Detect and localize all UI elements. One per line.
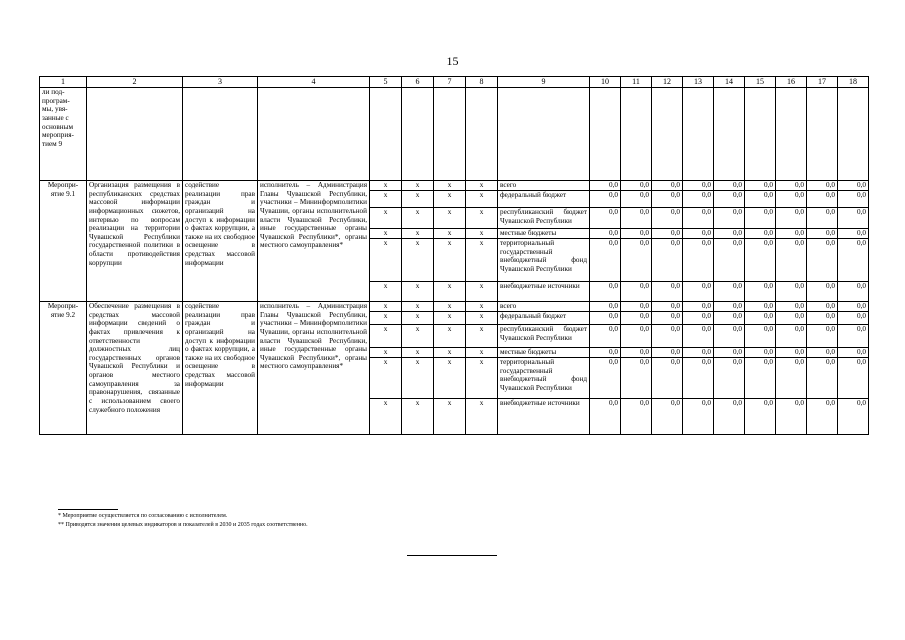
measure-name: Меропри- ятие 9.2 — [40, 302, 87, 435]
code-cell: х — [402, 229, 434, 239]
code-cell: х — [370, 282, 402, 302]
header-cell: 14 — [714, 77, 745, 88]
value-cell: 0,0 — [776, 325, 807, 348]
code-cell: х — [434, 358, 466, 399]
value-cell: 0,0 — [807, 302, 838, 312]
code-cell: х — [466, 325, 498, 348]
value-cell: 0,0 — [683, 282, 714, 302]
code-cell: х — [370, 399, 402, 435]
code-cell: х — [402, 312, 434, 325]
value-cell: 0,0 — [745, 358, 776, 399]
header-cell: 15 — [745, 77, 776, 88]
value-cell: 0,0 — [714, 312, 745, 325]
funding-source: республиканский бюджет Чувашской Республики — [498, 325, 590, 348]
code-cell: х — [466, 358, 498, 399]
value-cell: 0,0 — [714, 239, 745, 282]
value-cell: 0,0 — [838, 348, 869, 358]
bottom-separator — [407, 555, 497, 556]
program-table — [39, 76, 869, 435]
code-cell: х — [370, 312, 402, 325]
code-cell: х — [370, 229, 402, 239]
code-cell: х — [434, 181, 466, 191]
value-cell: 0,0 — [807, 312, 838, 325]
header-cell: 16 — [776, 77, 807, 88]
value-cell: 0,0 — [590, 302, 621, 312]
table-row — [40, 302, 869, 312]
value-cell: 0,0 — [776, 191, 807, 208]
value-cell: 0,0 — [621, 358, 652, 399]
value-cell: 0,0 — [745, 282, 776, 302]
value-cell: 0,0 — [838, 181, 869, 191]
value-cell: 0,0 — [621, 208, 652, 229]
footnote-1: * Мероприятие осуществляется по согласованию с исполнителем. — [58, 513, 228, 519]
code-cell: х — [434, 348, 466, 358]
code-cell: х — [402, 191, 434, 208]
value-cell: 0,0 — [714, 302, 745, 312]
value-cell: 0,0 — [621, 282, 652, 302]
code-cell: х — [402, 302, 434, 312]
value-cell: 0,0 — [621, 229, 652, 239]
value-cell: 0,0 — [683, 208, 714, 229]
footnote-2: ** Приводятся значения целевых индикаторов и показателей в 2030 и 2035 годах соответственно. — [58, 521, 308, 528]
value-cell: 0,0 — [621, 312, 652, 325]
value-cell: 0,0 — [776, 229, 807, 239]
value-cell: 0,0 — [714, 399, 745, 435]
value-cell: 0,0 — [621, 181, 652, 191]
funding-source: территориальный государственный внебюджетный фонд Чувашской Республики — [498, 239, 590, 282]
code-cell: х — [466, 302, 498, 312]
value-cell: 0,0 — [683, 348, 714, 358]
value-cell: 0,0 — [590, 399, 621, 435]
code-cell: х — [402, 325, 434, 348]
code-cell: х — [434, 312, 466, 325]
header-cell: 6 — [402, 77, 434, 88]
measure-executor: исполнитель – Администрация Главы Чувашской Республики, участники – Мининформполитики Чувашии, органы исполнительной власти Чувашской Республики, иные государственные органы Чувашской Республики*, органы местного самоуправления* — [258, 302, 370, 435]
value-cell: 0,0 — [745, 181, 776, 191]
header-cell: 2 — [87, 77, 183, 88]
value-cell: 0,0 — [590, 181, 621, 191]
value-cell: 0,0 — [652, 302, 683, 312]
funding-source: федеральный бюджет — [498, 191, 590, 208]
value-cell: 0,0 — [683, 325, 714, 348]
value-cell: 0,0 — [652, 348, 683, 358]
code-cell: х — [370, 239, 402, 282]
value-cell: 0,0 — [683, 181, 714, 191]
header-cell: 11 — [621, 77, 652, 88]
header-row — [40, 77, 869, 88]
value-cell: 0,0 — [590, 191, 621, 208]
value-cell: 0,0 — [745, 208, 776, 229]
value-cell: 0,0 — [807, 348, 838, 358]
funding-source: местные бюджеты — [498, 348, 590, 358]
value-cell: 0,0 — [652, 191, 683, 208]
code-cell: х — [466, 282, 498, 302]
page-number: 15 — [446, 54, 459, 68]
header-cell: 4 — [258, 77, 370, 88]
value-cell: 0,0 — [745, 348, 776, 358]
value-cell: 0,0 — [714, 282, 745, 302]
code-cell: х — [370, 208, 402, 229]
code-cell: х — [466, 181, 498, 191]
value-cell: 0,0 — [714, 358, 745, 399]
code-cell: х — [370, 325, 402, 348]
value-cell: 0,0 — [714, 191, 745, 208]
value-cell: 0,0 — [807, 191, 838, 208]
header-cell: 7 — [434, 77, 466, 88]
value-cell: 0,0 — [745, 191, 776, 208]
value-cell: 0,0 — [838, 399, 869, 435]
value-cell: 0,0 — [807, 208, 838, 229]
value-cell: 0,0 — [776, 181, 807, 191]
header-cell: 10 — [590, 77, 621, 88]
code-cell: х — [466, 399, 498, 435]
value-cell: 0,0 — [745, 325, 776, 348]
code-cell: х — [402, 358, 434, 399]
value-cell: 0,0 — [590, 239, 621, 282]
value-cell: 0,0 — [590, 358, 621, 399]
funding-source: федеральный бюджет — [498, 312, 590, 325]
value-cell: 0,0 — [652, 208, 683, 229]
code-cell: х — [434, 302, 466, 312]
funding-source: территориальный государственный внебюджетный фонд Чувашской Республики — [498, 358, 590, 399]
header-cell: 5 — [370, 77, 402, 88]
value-cell: 0,0 — [807, 239, 838, 282]
measure-goal: содействие реализации прав граждан и организаций на доступ к информации о фактах коррупции, а также на их свободное освещение в средствах массовой информации — [183, 181, 258, 302]
value-cell: 0,0 — [621, 325, 652, 348]
value-cell: 0,0 — [683, 312, 714, 325]
funding-source: республиканский бюджет Чувашской Республики — [498, 208, 590, 229]
table-row — [40, 181, 869, 191]
code-cell: х — [434, 239, 466, 282]
header-cell: 1 — [40, 77, 87, 88]
value-cell: 0,0 — [714, 229, 745, 239]
value-cell: 0,0 — [807, 325, 838, 348]
value-cell: 0,0 — [621, 191, 652, 208]
funding-source: всего — [498, 181, 590, 191]
value-cell: 0,0 — [621, 348, 652, 358]
code-cell: х — [434, 282, 466, 302]
value-cell: 0,0 — [807, 282, 838, 302]
value-cell: 0,0 — [838, 191, 869, 208]
value-cell: 0,0 — [714, 325, 745, 348]
code-cell: х — [466, 312, 498, 325]
value-cell: 0,0 — [776, 208, 807, 229]
value-cell: 0,0 — [714, 181, 745, 191]
header-cell: 12 — [652, 77, 683, 88]
continuation-cell: ли под- програм- мы, увя- занные с основным мероприя- тием 9 — [40, 88, 87, 181]
code-cell: х — [402, 282, 434, 302]
value-cell: 0,0 — [683, 358, 714, 399]
funding-source: всего — [498, 302, 590, 312]
value-cell: 0,0 — [590, 312, 621, 325]
value-cell: 0,0 — [838, 239, 869, 282]
funding-source: местные бюджеты — [498, 229, 590, 239]
header-cell: 13 — [683, 77, 714, 88]
header-cell: 8 — [466, 77, 498, 88]
code-cell: х — [466, 208, 498, 229]
value-cell: 0,0 — [590, 348, 621, 358]
value-cell: 0,0 — [621, 239, 652, 282]
value-cell: 0,0 — [776, 282, 807, 302]
code-cell: х — [402, 208, 434, 229]
code-cell: х — [434, 229, 466, 239]
code-cell: х — [466, 239, 498, 282]
value-cell: 0,0 — [838, 325, 869, 348]
value-cell: 0,0 — [652, 181, 683, 191]
value-cell: 0,0 — [590, 208, 621, 229]
code-cell: х — [402, 239, 434, 282]
value-cell: 0,0 — [621, 302, 652, 312]
value-cell: 0,0 — [776, 358, 807, 399]
value-cell: 0,0 — [776, 312, 807, 325]
value-cell: 0,0 — [714, 348, 745, 358]
code-cell: х — [402, 181, 434, 191]
code-cell: х — [466, 348, 498, 358]
value-cell: 0,0 — [590, 229, 621, 239]
value-cell: 0,0 — [590, 325, 621, 348]
footnote-separator — [58, 509, 118, 510]
value-cell: 0,0 — [745, 229, 776, 239]
code-cell: х — [434, 191, 466, 208]
measure-executor: исполнитель – Администрация Главы Чувашской Республики, участники – Мининформполитики Чувашии, органы исполнительной власти Чувашской Республики, иные государственные органы Чувашской Республики*, органы местного самоуправления* — [258, 181, 370, 302]
value-cell: 0,0 — [621, 399, 652, 435]
measure-name: Меропри- ятие 9.1 — [40, 181, 87, 302]
value-cell: 0,0 — [807, 358, 838, 399]
header-cell: 17 — [807, 77, 838, 88]
value-cell: 0,0 — [838, 358, 869, 399]
funding-source: внебюджетные источники — [498, 399, 590, 435]
value-cell: 0,0 — [776, 302, 807, 312]
code-cell: х — [466, 229, 498, 239]
code-cell: х — [370, 191, 402, 208]
value-cell: 0,0 — [683, 229, 714, 239]
measure-description: Организация размещения в республиканских средствах массовой информации информационных сюжетов, интервью по вопросам реализации на территории Чувашской Республики государственной политики в области противодействия коррупции — [87, 181, 183, 302]
code-cell: х — [370, 358, 402, 399]
code-cell: х — [402, 348, 434, 358]
value-cell: 0,0 — [838, 208, 869, 229]
value-cell: 0,0 — [652, 358, 683, 399]
code-cell: х — [402, 399, 434, 435]
code-cell: х — [434, 399, 466, 435]
header-cell: 18 — [838, 77, 869, 88]
value-cell: 0,0 — [807, 181, 838, 191]
code-cell: х — [434, 208, 466, 229]
value-cell: 0,0 — [838, 229, 869, 239]
value-cell: 0,0 — [838, 312, 869, 325]
value-cell: 0,0 — [683, 191, 714, 208]
value-cell: 0,0 — [776, 348, 807, 358]
value-cell: 0,0 — [683, 239, 714, 282]
value-cell: 0,0 — [807, 399, 838, 435]
value-cell: 0,0 — [652, 239, 683, 282]
value-cell: 0,0 — [652, 312, 683, 325]
value-cell: 0,0 — [652, 282, 683, 302]
value-cell: 0,0 — [776, 399, 807, 435]
continuation-row — [40, 88, 869, 181]
value-cell: 0,0 — [683, 302, 714, 312]
value-cell: 0,0 — [838, 302, 869, 312]
code-cell: х — [370, 302, 402, 312]
value-cell: 0,0 — [652, 399, 683, 435]
code-cell: х — [370, 181, 402, 191]
value-cell: 0,0 — [776, 239, 807, 282]
value-cell: 0,0 — [652, 325, 683, 348]
value-cell: 0,0 — [807, 229, 838, 239]
header-cell: 9 — [498, 77, 590, 88]
value-cell: 0,0 — [683, 399, 714, 435]
footnotes — [58, 512, 308, 529]
value-cell: 0,0 — [745, 312, 776, 325]
code-cell: х — [466, 191, 498, 208]
code-cell: х — [370, 348, 402, 358]
value-cell: 0,0 — [745, 302, 776, 312]
funding-source: внебюджетные источники — [498, 282, 590, 302]
value-cell: 0,0 — [838, 282, 869, 302]
code-cell: х — [434, 325, 466, 348]
value-cell: 0,0 — [590, 282, 621, 302]
value-cell: 0,0 — [652, 229, 683, 239]
measure-goal: содействие реализации прав граждан и организаций на доступ к информации о фактах коррупции, а также на их свободное освещение в средствах массовой информации — [183, 302, 258, 435]
value-cell: 0,0 — [745, 399, 776, 435]
header-cell: 3 — [183, 77, 258, 88]
value-cell: 0,0 — [714, 208, 745, 229]
value-cell: 0,0 — [745, 239, 776, 282]
measure-description: Обеспечение размещения в средствах массовой информации сведений о фактах привлечения к ответственности должностных лиц государственных органов Чувашской Республики и органов местного самоуправления за правонарушения, связанные с использованием своего служебного положения — [87, 302, 183, 435]
